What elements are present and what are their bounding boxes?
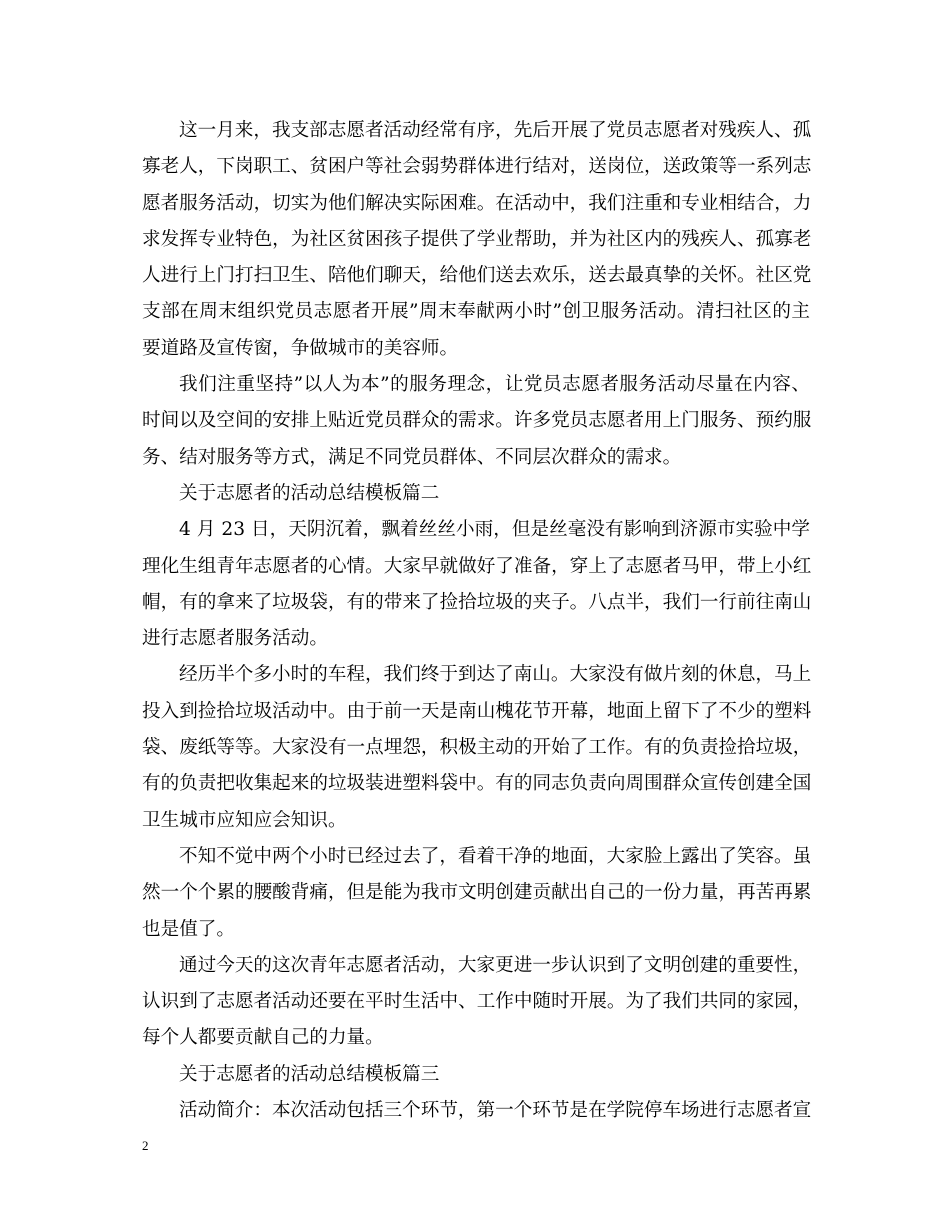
paragraph-line: 愿者服务活动，切实为他们解决实际困难。在活动中，我们注重和专业相结合，力 [142,192,812,214]
paragraph-line: 卫生城市应知应会知识。 [142,809,347,831]
document-body [142,113,810,1129]
paragraph-line: 帽，有的拿来了垃圾袋，有的带来了捡拾垃圾的夹子。八点半，我们一行前往南山 [142,591,812,613]
section-heading: 关于志愿者的活动总结模板篇三 [179,1063,440,1085]
paragraph-line: 袋、废纸等等。大家没有一点埋怨，积极主动的开始了工作。有的负责捡拾垃圾， [142,737,812,759]
paragraph-line: 理化生组青年志愿者的心情。大家早就做好了准备，穿上了志愿者马甲，带上小红 [142,555,812,577]
page-number: 2 [142,1138,149,1153]
paragraph-line: 有的负责把收集起来的垃圾装进塑料袋中。有的同志负责向周围群众宣传创建全国 [142,773,812,795]
paragraph-line: 通过今天的这次青年志愿者活动，大家更进一步认识到了文明创建的重要性， [179,954,812,976]
paragraph-line: 求发挥专业特色，为社区贫困孩子提供了学业帮助，并为社区内的残疾人、孤寡老 [142,228,812,250]
paragraph-line: 要道路及宣传窗，争做城市的美容师。 [142,337,459,359]
paragraph-line: 人进行上门打扫卫生、陪他们聊天，给他们送去欢乐，送去最真挚的关怀。社区党 [142,265,812,287]
paragraph-line: 经历半个多小时的车程，我们终于到达了南山。大家没有做片刻的休息，马上 [179,664,812,686]
paragraph-line: 然一个个累的腰酸背痛，但是能为我市文明创建贡献出自己的一份力量，再苦再累 [142,882,812,904]
paragraph-line: 时间以及空间的安排上贴近党员群众的需求。许多党员志愿者用上门服务、预约服 [142,410,812,432]
paragraph-line: 进行志愿者服务活动。 [142,628,328,650]
paragraph-line: 我们注重坚持”以人为本”的服务理念，让党员志愿者服务活动尽量在内容、 [179,374,810,396]
paragraph-line: 不知不觉中两个小时已经过去了，看着干净的地面，大家脸上露出了笑容。虽 [179,845,812,867]
paragraph-line: 投入到捡拾垃圾活动中。由于前一天是南山槐花节开幕，地面上留下了不少的塑料 [142,700,812,722]
paragraph-line: 也是值了。 [142,918,235,940]
paragraph-line: 支部在周末组织党员志愿者开展”周末奉献两小时”创卫服务活动。清扫社区的主 [142,301,810,323]
paragraph-line: 务、结对服务等方式，满足不同党员群体、不同层次群众的需求。 [142,446,682,468]
paragraph-line: 认识到了志愿者活动还要在平时生活中、工作中随时开展。为了我们共同的家园， [142,991,812,1013]
section-heading: 关于志愿者的活动总结模板篇二 [179,482,440,504]
paragraph-line: 4 月 23 日，天阴沉着，飘着丝丝小雨，但是丝毫没有影响到济源市实验中学 [179,519,810,541]
paragraph-line: 这一月来，我支部志愿者活动经常有序，先后开展了党员志愿者对残疾人、孤 [179,120,812,141]
paragraph-line: 每个人都要贡献自己的力量。 [142,1027,384,1049]
paragraph-line: 活动简介：本次活动包括三个环节，第一个环节是在学院停车场进行志愿者宣 [179,1100,812,1122]
paragraph-line: 寡老人，下岗职工、贫困户等社会弱势群体进行结对，送岗位，送政策等一系列志 [142,156,812,178]
